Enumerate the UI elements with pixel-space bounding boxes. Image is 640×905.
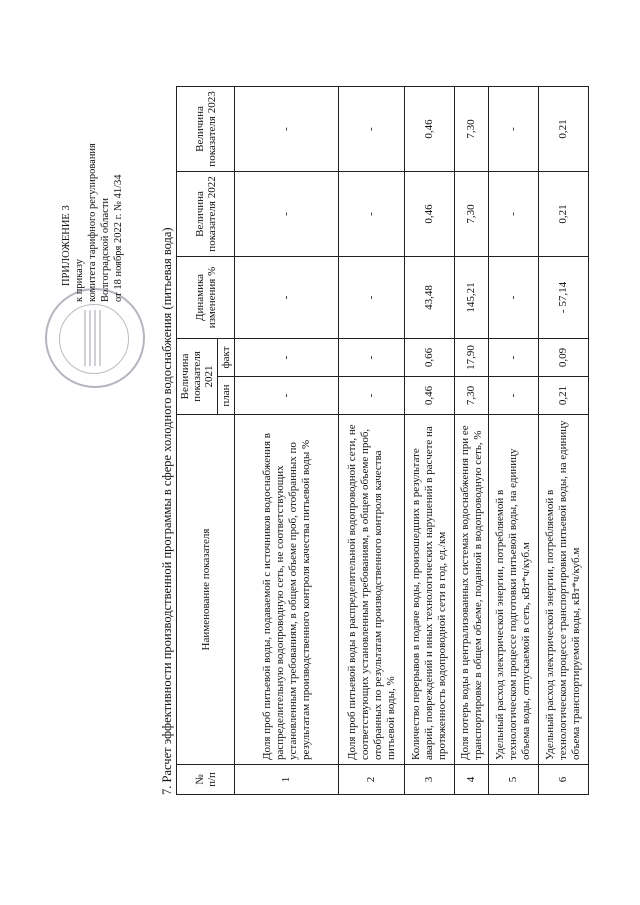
efficiency-table bbox=[176, 86, 589, 795]
row-value-2022: 7,30 bbox=[455, 171, 489, 256]
row-plan: 0,46 bbox=[405, 377, 455, 415]
row-plan: 7,30 bbox=[455, 377, 489, 415]
header-fact: факт bbox=[218, 338, 235, 376]
header-name: Наименование показателя bbox=[177, 415, 235, 765]
row-num: 3 bbox=[405, 765, 455, 795]
row-fact: 0,09 bbox=[539, 338, 589, 376]
row-value-2023: 0,46 bbox=[405, 86, 455, 171]
table-row bbox=[489, 86, 539, 794]
table-row bbox=[339, 86, 405, 794]
row-value-2023: - bbox=[235, 86, 339, 171]
row-dynamics: - bbox=[339, 256, 405, 338]
row-plan: - bbox=[235, 377, 339, 415]
header-value-2023: Величина показателя 2023 bbox=[177, 86, 235, 171]
header-num: № п/п bbox=[177, 765, 235, 795]
table-row bbox=[539, 86, 589, 794]
table-row bbox=[455, 86, 489, 794]
appendix-line-4: от 18 ноября 2022 г. № 41/34 bbox=[113, 174, 124, 302]
row-value-2022: - bbox=[339, 171, 405, 256]
appendix-line-2: комитета тарифного регулирования bbox=[87, 143, 98, 302]
row-fact: 17,90 bbox=[455, 338, 489, 376]
row-name: Удельный расход электрической энергии, потребляемой в технологическом процессе подготовки питьевой воды, на единицу объема воды, отпускаемой в сеть, кВт*ч/куб.м bbox=[489, 415, 539, 765]
row-name: Удельный расход электрической энергии, потребляемой в технологическом процессе транспортировки питьевой воды, на единицу объема транспортируемой воды, кВт*ч/куб.м bbox=[539, 415, 589, 765]
row-num: 2 bbox=[339, 765, 405, 795]
row-num: 1 bbox=[235, 765, 339, 795]
appendix-line-1: к приказу bbox=[74, 259, 85, 302]
row-plan: 0,21 bbox=[539, 377, 589, 415]
row-fact: 0,66 bbox=[405, 338, 455, 376]
row-name: Доля проб питьевой воды, подаваемой с источников водоснабжения в распределительную водопроводную сеть, не соответствующих установленным требованиям, в общем объеме проб, отобранных по результатам производственного контроля качества питьевой воды % bbox=[235, 415, 339, 765]
row-value-2023: 0,21 bbox=[539, 86, 589, 171]
header-value-2022: Величина показателя 2022 bbox=[177, 171, 235, 256]
row-num: 6 bbox=[539, 765, 589, 795]
table-row bbox=[405, 86, 455, 794]
row-plan: - bbox=[339, 377, 405, 415]
row-value-2023: 7,30 bbox=[455, 86, 489, 171]
row-dynamics: - 57,14 bbox=[539, 256, 589, 338]
header-plan: план bbox=[218, 377, 235, 415]
row-value-2023: - bbox=[339, 86, 405, 171]
row-name: Доля потерь воды в централизованных системах водоснабжения при ее транспортировке в общем объеме, поданной в водопроводную сеть, % bbox=[455, 415, 489, 765]
header-dynamics: Динамика изменения % bbox=[177, 256, 235, 338]
row-fact: - bbox=[235, 338, 339, 376]
row-value-2022: 0,46 bbox=[405, 171, 455, 256]
official-stamp bbox=[45, 288, 145, 388]
row-dynamics: - bbox=[235, 256, 339, 338]
row-dynamics: 43,48 bbox=[405, 256, 455, 338]
row-plan: - bbox=[489, 377, 539, 415]
row-value-2022: - bbox=[235, 171, 339, 256]
row-fact: - bbox=[339, 338, 405, 376]
appendix-line-3: Волгоградской области bbox=[100, 197, 111, 302]
appendix-title: ПРИЛОЖЕНИЕ 3 bbox=[61, 205, 72, 286]
stamp-text-lines bbox=[81, 310, 104, 366]
row-num: 4 bbox=[455, 765, 489, 795]
row-name: Количество перерывов в подаче воды, произошедших в результате аварий, повреждений и иных технологических нарушений в расчете на протяженность водопроводной сети в год, ед./км bbox=[405, 415, 455, 765]
section-title: 7. Расчет эффективности производственной программы в сфере холодного водоснабжения (питьевая вода) bbox=[160, 227, 174, 795]
header-value-2021: Величина показателя 2021 bbox=[177, 338, 218, 414]
row-value-2023: - bbox=[489, 86, 539, 171]
row-value-2022: - bbox=[489, 171, 539, 256]
row-fact: - bbox=[489, 338, 539, 376]
row-name: Доля проб питьевой воды в распределительной водопроводной сети, не соответствующих установленным требованиям, в общем объеме проб, отобранных по результатам производственного контроля качества питьевой воды, % bbox=[339, 415, 405, 765]
row-value-2022: 0,21 bbox=[539, 171, 589, 256]
table-row bbox=[235, 86, 339, 794]
row-num: 5 bbox=[489, 765, 539, 795]
header-row bbox=[177, 86, 218, 794]
row-dynamics: - bbox=[489, 256, 539, 338]
appendix-block bbox=[60, 102, 125, 302]
row-dynamics: 145,21 bbox=[455, 256, 489, 338]
